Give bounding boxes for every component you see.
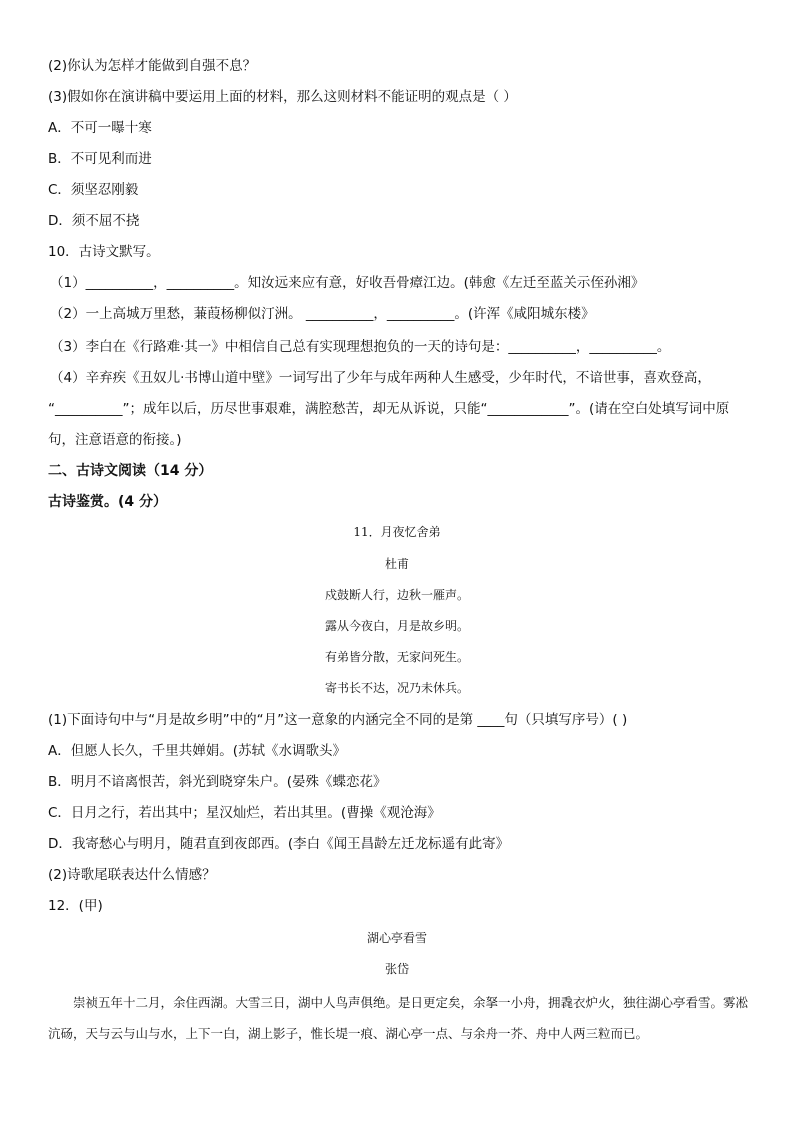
q10-item4-line3: 句，注意语意的衔接。) [48,432,182,448]
poem-title: 11．月夜忆舍弟 [353,525,441,539]
q11-option-d: D．我寄愁心与明月，随君直到夜郎西。(李白《闻王昌龄左迁龙标遥有此寄》 [48,836,510,852]
poem-line-3: 有弟皆分散，无家问死生。 [324,650,469,664]
poem-line-1: 戍鼓断人行，边秋一雁声。 [324,588,469,602]
q9-option-b: B．不可见利而进 [48,151,152,167]
section2-heading: 二、古诗文阅读（14 分） [48,463,213,479]
poem-author: 杜甫 [384,557,409,571]
q9-sub2: (2)你认为怎样才能做到自强不息？ [48,58,257,74]
essay-title: 湖心亭看雪 [366,931,427,945]
q10-title: 10．古诗文默写。 [48,244,160,260]
essay-author: 张岱 [384,962,409,976]
q9-sub3: (3)假如你在演讲稿中要运用上面的材料，那么这则材料不能证明的观点是（ ） [48,89,517,105]
poem-line-2: 露从今夜白，月是故乡明。 [324,619,469,633]
essay-text: 崇祯五年十二月，余住西湖。大雪三日，湖中人鸟声俱绝。是日更定矣，余拏一小舟，拥毳衣炉火，独往湖心亭看雪。雾凇沆砀，天与云与山与水，上下一白，湖上影子，惟长堤一痕、湖心亭一点、与余舟一芥、舟中人两三粒而已。 [48,995,749,1041]
q11-option-b: B．明月不谙离恨苦，斜光到晓穿朱户。(晏殊《蝶恋花》 [48,774,387,790]
q10-item2: （2）一上高城万里愁，蒹葭杨柳似汀洲。 __________，__________。(许浑《咸阳城东楼》 [50,306,595,322]
q10-item4-line2: “__________”；成年以后，历尽世事艰难，满腔愁苦，却无从诉说，只能“____________”。(请在空白处填写词中原 [48,401,730,417]
q11-sub1: (1)下面诗句中与“月是故乡明”中的“月”这一意象的内涵完全不同的是第 ____句（只填写序号）( ) [48,712,628,728]
q12-label: 12．(甲) [48,898,103,914]
q9-option-a: A．不可一曝十寒 [48,120,152,136]
poem-line-4: 寄书长不达，况乃未休兵。 [324,681,469,695]
q11-option-c: C．日月之行，若出其中；星汉灿烂，若出其里。(曹操《观沧海》 [48,805,441,821]
q11-option-a: A．但愿人长久，千里共婵娟。(苏轼《水调歌头》 [48,743,347,759]
q9-option-d: D．须不屈不挠 [48,213,140,229]
q10-item3: （3）李白在《行路难·其一》中相信自己总有实现理想抱负的一天的诗句是：__________，__________。 [50,339,671,355]
q10-item4-line1: （4）辛弃疾《丑奴儿·书博山道中壁》一词写出了少年与成年两种人生感受，少年时代，不谙世事，喜欢登高， [50,370,711,386]
q9-option-c: C．须坚忍刚毅 [48,182,139,198]
section2-subheading: 古诗鉴赏。(4 分） [48,494,168,510]
q10-item1: （1）__________，__________。知汝远来应有意，好收吾骨瘴江边。(韩愈《左迁至蓝关示侄孙湘》 [50,275,645,291]
q11-sub2: (2)诗歌尾联表达什么情感？ [48,867,216,883]
